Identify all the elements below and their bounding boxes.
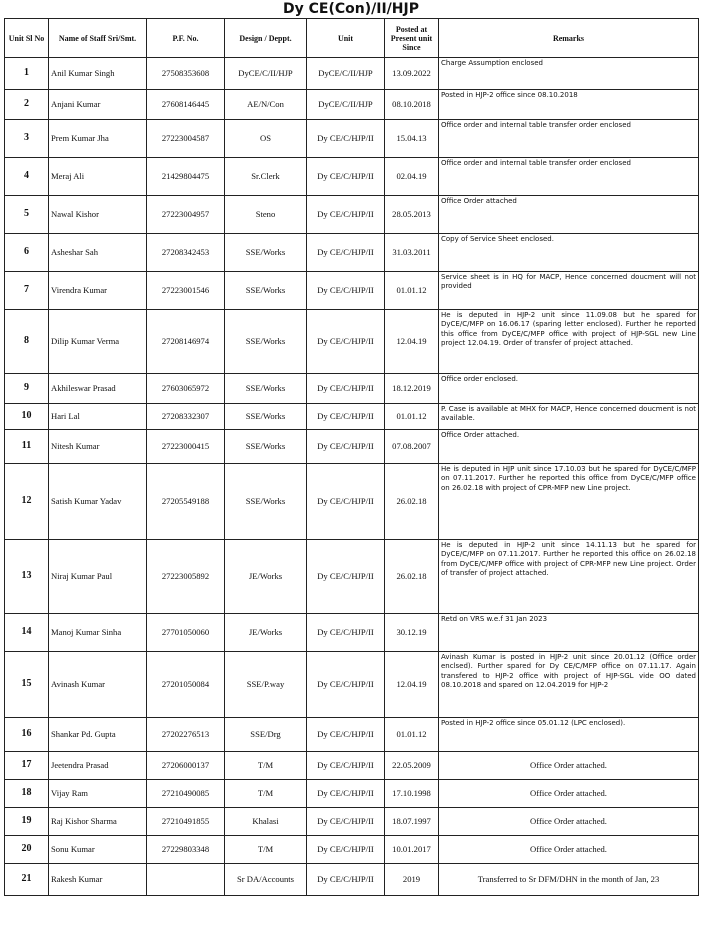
col-header-name: Name of Staff Sri/Smt.: [49, 19, 147, 58]
row-designation: Sr.Clerk: [225, 158, 307, 196]
col-header-pf: P.F. No.: [147, 19, 225, 58]
row-unit: DyCE/C/II/HJP: [307, 58, 385, 90]
row-remarks: Service sheet is in HQ for MACP, Hence concerned doucment will not provided: [439, 272, 699, 310]
row-unit: Dy CE/C/HJP/II: [307, 780, 385, 808]
row-remarks: Retd on VRS w.e.f 31 Jan 2023: [439, 614, 699, 652]
row-pf-number: 27210491855: [147, 808, 225, 836]
row-pf-number: 27210490085: [147, 780, 225, 808]
row-staff-name: Shankar Pd. Gupta: [49, 718, 147, 752]
row-sl-number: 13: [5, 540, 49, 614]
row-unit: Dy CE/C/HJP/II: [307, 808, 385, 836]
row-designation: JE/Works: [225, 540, 307, 614]
row-unit: Dy CE/C/HJP/II: [307, 836, 385, 864]
row-sl-number: 12: [5, 464, 49, 540]
row-unit: Dy CE/C/HJP/II: [307, 310, 385, 374]
row-remarks: Posted in HJP-2 office since 05.01.12 (LPC enclosed).: [439, 718, 699, 752]
row-unit: Dy CE/C/HJP/II: [307, 272, 385, 310]
row-unit: Dy CE/C/HJP/II: [307, 404, 385, 430]
table-row: [5, 864, 699, 896]
row-posted-since: 26.02.18: [385, 464, 439, 540]
row-designation: AE/N/Con: [225, 90, 307, 120]
table-row: [5, 718, 699, 752]
row-designation: T/M: [225, 836, 307, 864]
col-header-sl: Unit Sl No: [5, 19, 49, 58]
row-unit: Dy CE/C/HJP/II: [307, 430, 385, 464]
row-designation: SSE/Works: [225, 310, 307, 374]
row-sl-number: 2: [5, 90, 49, 120]
row-unit: Dy CE/C/HJP/II: [307, 196, 385, 234]
row-remarks: P. Case is available at MHX for MACP, Hence concerned doucment is not available.: [439, 404, 699, 430]
table-row: [5, 808, 699, 836]
col-header-remarks: Remarks: [439, 19, 699, 58]
row-sl-number: 17: [5, 752, 49, 780]
table-row: [5, 752, 699, 780]
row-remarks: Office order and internal table transfer order enclosed: [439, 120, 699, 158]
row-staff-name: Satish Kumar Yadav: [49, 464, 147, 540]
row-posted-since: 30.12.19: [385, 614, 439, 652]
row-posted-since: 17.10.1998: [385, 780, 439, 808]
row-designation: Sr DA/Accounts: [225, 864, 307, 896]
row-posted-since: 01.01.12: [385, 272, 439, 310]
row-pf-number: 27223005892: [147, 540, 225, 614]
row-remarks: Office Order attached: [439, 196, 699, 234]
row-sl-number: 19: [5, 808, 49, 836]
row-posted-since: 12.04.19: [385, 310, 439, 374]
row-remarks: He is deputed in HJP-2 unit since 11.09.08 but he spared for DyCE/C/MFP on 16.06.17 (sparing letter enclosed). Further he reported this office from DyCE/C/MFP office with project of HJP-SGL new Line project 12.04.19. Order of transfer of project attached.: [439, 310, 699, 374]
row-remarks: Office order and internal table transfer order enclosed: [439, 158, 699, 196]
row-sl-number: 10: [5, 404, 49, 430]
row-designation: SSE/Works: [225, 234, 307, 272]
row-pf-number: 27508353608: [147, 58, 225, 90]
table-row: [5, 90, 699, 120]
row-staff-name: Sonu Kumar: [49, 836, 147, 864]
row-staff-name: Rakesh Kumar: [49, 864, 147, 896]
row-staff-name: Hari Lal: [49, 404, 147, 430]
row-pf-number: 27223004587: [147, 120, 225, 158]
table-row: [5, 540, 699, 614]
table-body: [5, 58, 699, 896]
table-row: [5, 58, 699, 90]
row-designation: SSE/Works: [225, 404, 307, 430]
row-pf-number: 27208342453: [147, 234, 225, 272]
row-staff-name: Nawal Kishor: [49, 196, 147, 234]
row-posted-since: 31.03.2011: [385, 234, 439, 272]
row-posted-since: 01.01.12: [385, 404, 439, 430]
row-posted-since: 01.01.12: [385, 718, 439, 752]
row-unit: DyCE/C/II/HJP: [307, 90, 385, 120]
row-staff-name: Raj Kishor Sharma: [49, 808, 147, 836]
row-unit: Dy CE/C/HJP/II: [307, 718, 385, 752]
row-sl-number: 11: [5, 430, 49, 464]
table-row: [5, 430, 699, 464]
row-unit: Dy CE/C/HJP/II: [307, 752, 385, 780]
row-sl-number: 8: [5, 310, 49, 374]
row-pf-number: 27202276513: [147, 718, 225, 752]
row-sl-number: 3: [5, 120, 49, 158]
row-unit: Dy CE/C/HJP/II: [307, 234, 385, 272]
row-unit: Dy CE/C/HJP/II: [307, 158, 385, 196]
row-sl-number: 7: [5, 272, 49, 310]
row-sl-number: 15: [5, 652, 49, 718]
row-designation: JE/Works: [225, 614, 307, 652]
row-posted-since: 22.05.2009: [385, 752, 439, 780]
row-designation: Steno: [225, 196, 307, 234]
row-posted-since: 08.10.2018: [385, 90, 439, 120]
row-staff-name: Vijay Ram: [49, 780, 147, 808]
row-pf-number: 21429804475: [147, 158, 225, 196]
row-designation: T/M: [225, 780, 307, 808]
row-posted-since: 07.08.2007: [385, 430, 439, 464]
row-remarks: Posted in HJP-2 office since 08.10.2018: [439, 90, 699, 120]
row-sl-number: 21: [5, 864, 49, 896]
table-header: [5, 19, 699, 58]
row-posted-since: 02.04.19: [385, 158, 439, 196]
col-header-since: Posted at Present unit Since: [385, 19, 439, 58]
table-row: [5, 196, 699, 234]
row-remarks: Office order enclosed.: [439, 374, 699, 404]
table-row: [5, 158, 699, 196]
row-posted-since: 26.02.18: [385, 540, 439, 614]
row-sl-number: 14: [5, 614, 49, 652]
table-row: [5, 120, 699, 158]
row-pf-number: 27206000137: [147, 752, 225, 780]
row-posted-since: 15.04.13: [385, 120, 439, 158]
row-staff-name: Dilip Kumar Verma: [49, 310, 147, 374]
row-sl-number: 9: [5, 374, 49, 404]
row-pf-number: 27603065972: [147, 374, 225, 404]
row-pf-number: 27608146445: [147, 90, 225, 120]
row-staff-name: Avinash Kumar: [49, 652, 147, 718]
row-unit: Dy CE/C/HJP/II: [307, 614, 385, 652]
row-staff-name: Prem Kumar Jha: [49, 120, 147, 158]
row-unit: Dy CE/C/HJP/II: [307, 464, 385, 540]
row-remarks: Copy of Service Sheet enclosed.: [439, 234, 699, 272]
table-row: [5, 464, 699, 540]
row-remarks: Office Order attached.: [439, 808, 699, 836]
row-unit: Dy CE/C/HJP/II: [307, 374, 385, 404]
col-header-design: Design / Deppt.: [225, 19, 307, 58]
table-row: [5, 374, 699, 404]
row-posted-since: 2019: [385, 864, 439, 896]
row-pf-number: 27701050060: [147, 614, 225, 652]
staff-table: [4, 18, 699, 896]
row-staff-name: Asheshar Sah: [49, 234, 147, 272]
row-remarks: He is deputed in HJP-2 unit since 14.11.13 but he spared for DyCE/C/MFP on 07.11.2017. Further he reported this office on 26.02.18 from DyCE/C/MFP office with project of CPR-MFP new Line project. Order of transfer of project attached.: [439, 540, 699, 614]
row-designation: SSE/Drg: [225, 718, 307, 752]
table-row: [5, 836, 699, 864]
row-unit: Dy CE/C/HJP/II: [307, 652, 385, 718]
row-designation: SSE/Works: [225, 430, 307, 464]
row-pf-number: 27208332307: [147, 404, 225, 430]
table-row: [5, 614, 699, 652]
row-pf-number: 27229803348: [147, 836, 225, 864]
col-header-unit: Unit: [307, 19, 385, 58]
table-row: [5, 272, 699, 310]
row-posted-since: 13.09.2022: [385, 58, 439, 90]
row-pf-number: 27223001546: [147, 272, 225, 310]
row-designation: SSE/Works: [225, 374, 307, 404]
row-staff-name: Jeetendra Prasad: [49, 752, 147, 780]
row-sl-number: 4: [5, 158, 49, 196]
row-staff-name: Niraj Kumar Paul: [49, 540, 147, 614]
row-remarks: Office Order attached.: [439, 780, 699, 808]
row-pf-number: 27223004957: [147, 196, 225, 234]
row-sl-number: 5: [5, 196, 49, 234]
row-designation: Khalasi: [225, 808, 307, 836]
row-posted-since: 18.12.2019: [385, 374, 439, 404]
row-sl-number: 1: [5, 58, 49, 90]
table-row: [5, 652, 699, 718]
row-remarks: Transferred to Sr DFM/DHN in the month of Jan, 23: [439, 864, 699, 896]
row-pf-number: 27208146974: [147, 310, 225, 374]
row-sl-number: 20: [5, 836, 49, 864]
row-designation: SSE/P.way: [225, 652, 307, 718]
row-designation: DyCE/C/II/HJP: [225, 58, 307, 90]
row-sl-number: 6: [5, 234, 49, 272]
row-remarks: Avinash Kumar is posted in HJP-2 unit since 20.01.12 (Office order enclsed). Further spared for Dy CE/C/MFP office on 07.11.17. Again transfered to HJP-2 office with project of HJP-SGL vide OO dated 08.10.2018 and spared on 12.04.2019 for HJP-2: [439, 652, 699, 718]
row-pf-number: 27201050084: [147, 652, 225, 718]
row-staff-name: Manoj Kumar Sinha: [49, 614, 147, 652]
row-staff-name: Anil Kumar Singh: [49, 58, 147, 90]
row-staff-name: Meraj Ali: [49, 158, 147, 196]
table-row: [5, 310, 699, 374]
row-designation: OS: [225, 120, 307, 158]
row-staff-name: Nitesh Kumar: [49, 430, 147, 464]
row-remarks: Office Order attached.: [439, 752, 699, 780]
row-posted-since: 12.04.19: [385, 652, 439, 718]
row-pf-number: 27205549188: [147, 464, 225, 540]
table-row: [5, 780, 699, 808]
table-row: [5, 404, 699, 430]
row-posted-since: 10.01.2017: [385, 836, 439, 864]
row-unit: Dy CE/C/HJP/II: [307, 120, 385, 158]
row-staff-name: Akhileswar Prasad: [49, 374, 147, 404]
row-designation: SSE/Works: [225, 272, 307, 310]
table-row: [5, 234, 699, 272]
row-unit: Dy CE/C/HJP/II: [307, 540, 385, 614]
row-sl-number: 16: [5, 718, 49, 752]
page-title: Dy CE(Con)/II/HJP: [283, 1, 419, 17]
row-unit: Dy CE/C/HJP/II: [307, 864, 385, 896]
row-remarks: Office Order attached.: [439, 836, 699, 864]
row-sl-number: 18: [5, 780, 49, 808]
row-staff-name: Anjani Kumar: [49, 90, 147, 120]
row-remarks: He is deputed in HJP unit since 17.10.03 but he spared for DyCE/C/MFP on 07.11.2017. Further he reported this office from DyCE/C/MFP office on 26.02.18 with project of CPR-MFP new Line project.: [439, 464, 699, 540]
row-designation: SSE/Works: [225, 464, 307, 540]
row-pf-number: 27223000415: [147, 430, 225, 464]
row-remarks: Charge Assumption enclosed: [439, 58, 699, 90]
row-posted-since: 18.07.1997: [385, 808, 439, 836]
row-staff-name: Virendra Kumar: [49, 272, 147, 310]
row-posted-since: 28.05.2013: [385, 196, 439, 234]
row-pf-number: [147, 864, 225, 896]
row-remarks: Office Order attached.: [439, 430, 699, 464]
row-designation: T/M: [225, 752, 307, 780]
